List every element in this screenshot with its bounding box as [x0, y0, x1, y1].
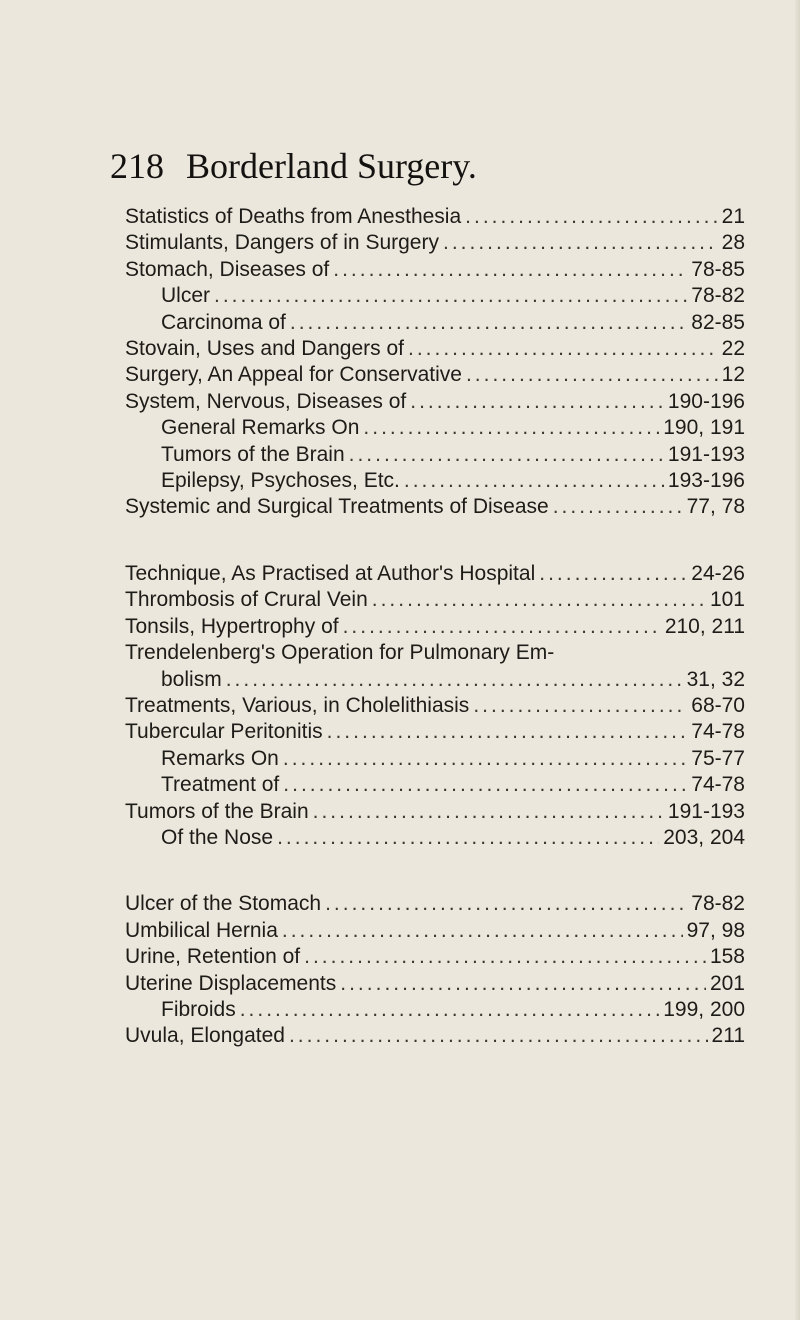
entry-pages: 101 — [709, 588, 745, 612]
index-entry — [125, 614, 745, 640]
dot-leader — [290, 310, 687, 336]
index-subentry — [125, 283, 745, 309]
entry-title: Of the Nose — [161, 825, 274, 849]
entry-pages: 190, 191 — [663, 416, 745, 440]
index-entry — [125, 891, 745, 917]
index-subentry — [125, 442, 745, 468]
entry-title: Stovain, Uses and Dangers of — [125, 337, 404, 361]
index-entry — [125, 693, 745, 719]
entry-pages: 78-82 — [691, 284, 745, 308]
dot-leader — [363, 415, 659, 441]
dot-leader — [340, 971, 706, 997]
index-entry — [125, 336, 745, 362]
entry-title: Epilepsy, Psychoses, Etc. — [161, 469, 400, 493]
index-entry — [125, 944, 745, 970]
dot-leader — [404, 468, 664, 494]
dot-leader — [553, 494, 683, 520]
entry-title: Stimulants, Dangers of in Surgery — [125, 231, 439, 255]
index-entry — [125, 230, 745, 256]
dot-leader — [283, 746, 687, 772]
entry-title: Uterine Displacements — [125, 971, 337, 995]
entry-title: Tumors of the Brain — [161, 442, 345, 466]
entry-pages: 12 — [721, 363, 745, 387]
dot-leader — [325, 891, 687, 917]
dot-leader — [226, 667, 683, 693]
entry-title: Ulcer of the Stomach — [125, 892, 322, 916]
dot-leader — [240, 997, 660, 1023]
index-entry — [125, 389, 745, 415]
index-subentry — [125, 415, 745, 441]
entry-pages: 31, 32 — [686, 667, 745, 691]
entry-title: Umbilical Hernia — [125, 918, 278, 942]
entry-pages: 97, 98 — [686, 918, 745, 942]
index-list — [125, 204, 745, 1090]
entry-pages: 199, 200 — [663, 997, 745, 1021]
entry-title: Trendelenberg's Operation for Pulmonary Em- — [125, 641, 555, 665]
entry-title: Tonsils, Hypertrophy of — [125, 614, 339, 638]
index-entry — [125, 719, 745, 745]
dot-leader — [282, 918, 683, 944]
index-subentry — [125, 746, 745, 772]
entry-title: Treatments, Various, in Cholelithiasis — [125, 693, 470, 717]
dot-leader — [473, 693, 687, 719]
dot-leader — [443, 230, 718, 256]
entry-title: Systemic and Surgical Treatments of Disease — [125, 495, 549, 519]
entry-title: Remarks On — [161, 746, 279, 770]
entry-pages: 78-82 — [691, 892, 745, 916]
index-section — [125, 561, 745, 851]
index-entry — [125, 257, 745, 283]
dot-leader — [465, 204, 717, 230]
entry-pages: 75-77 — [691, 746, 745, 770]
entry-pages: 201 — [709, 971, 745, 995]
dot-leader — [466, 362, 718, 388]
index-section — [125, 204, 745, 521]
entry-pages: 193-196 — [667, 469, 745, 493]
entry-title: Treatment of — [161, 773, 280, 797]
index-entry — [125, 640, 745, 666]
entry-pages: 78-85 — [691, 257, 745, 281]
index-entry — [125, 587, 745, 613]
page-edge-shadow — [794, 0, 800, 1320]
dot-leader — [289, 1023, 708, 1049]
dot-leader — [327, 719, 688, 745]
entry-pages: 82-85 — [691, 310, 745, 334]
dot-leader — [304, 944, 706, 970]
entry-title: Uvula, Elongated — [125, 1024, 285, 1048]
entry-title: Ulcer — [161, 284, 211, 308]
entry-title: Thrombosis of Crural Vein — [125, 588, 368, 612]
entry-title: General Remarks On — [161, 416, 360, 440]
dot-leader — [343, 614, 661, 640]
entry-pages: 21 — [721, 205, 745, 228]
entry-title: Fibroids — [161, 997, 236, 1021]
entry-pages: 74-78 — [691, 720, 745, 744]
dot-leader — [214, 283, 687, 309]
entry-pages: 28 — [721, 231, 745, 255]
index-entry — [125, 799, 745, 825]
dot-leader — [333, 257, 687, 283]
dot-leader — [410, 389, 664, 415]
page-number: 218 — [110, 146, 164, 186]
running-header — [110, 144, 477, 188]
entry-pages: 77, 78 — [686, 495, 745, 519]
index-subentry — [125, 997, 745, 1023]
index-entry — [125, 1023, 745, 1049]
entry-pages: 211 — [711, 1024, 745, 1048]
entry-pages: 24-26 — [691, 561, 745, 585]
entry-title: Statistics of Deaths from Anesthesia — [125, 205, 462, 228]
dot-leader — [408, 336, 718, 362]
index-subentry — [125, 310, 745, 336]
entry-pages: 74-78 — [691, 773, 745, 797]
index-entry — [125, 971, 745, 997]
entry-title: Tumors of the Brain — [125, 799, 309, 823]
entry-pages: 68-70 — [691, 693, 745, 717]
entry-title: bolism — [161, 667, 222, 691]
dot-leader — [349, 442, 664, 468]
entry-pages: 203, 204 — [663, 825, 745, 849]
dot-leader — [539, 561, 687, 587]
index-entry — [125, 494, 745, 520]
dot-leader — [277, 825, 659, 851]
entry-title: System, Nervous, Diseases of — [125, 389, 407, 413]
index-subentry — [125, 772, 745, 798]
entry-title: Urine, Retention of — [125, 945, 301, 969]
entry-pages: 210, 211 — [664, 614, 745, 638]
index-entry — [125, 561, 745, 587]
index-subentry — [125, 468, 745, 494]
dot-leader — [313, 799, 664, 825]
index-subentry — [125, 667, 745, 693]
index-entry — [125, 362, 745, 388]
index-entry — [125, 918, 745, 944]
entry-title: Technique, As Practised at Author's Hospital — [125, 561, 536, 585]
dot-leader — [372, 587, 706, 613]
index-subentry — [125, 825, 745, 851]
entry-title: Carcinoma of — [161, 310, 286, 334]
entry-pages: 22 — [721, 337, 745, 361]
entry-pages: 190-196 — [667, 389, 745, 413]
index-entry — [125, 204, 745, 230]
entry-title: Surgery, An Appeal for Conservative — [125, 363, 462, 387]
running-title: Borderland Surgery. — [186, 146, 477, 186]
entry-pages: 158 — [709, 945, 745, 969]
entry-title: Stomach, Diseases of — [125, 257, 330, 281]
entry-pages: 191-193 — [667, 799, 745, 823]
entry-pages: 191-193 — [667, 442, 745, 466]
dot-leader — [283, 772, 687, 798]
index-section — [125, 891, 745, 1049]
entry-title: Tubercular Peritonitis — [125, 720, 323, 744]
